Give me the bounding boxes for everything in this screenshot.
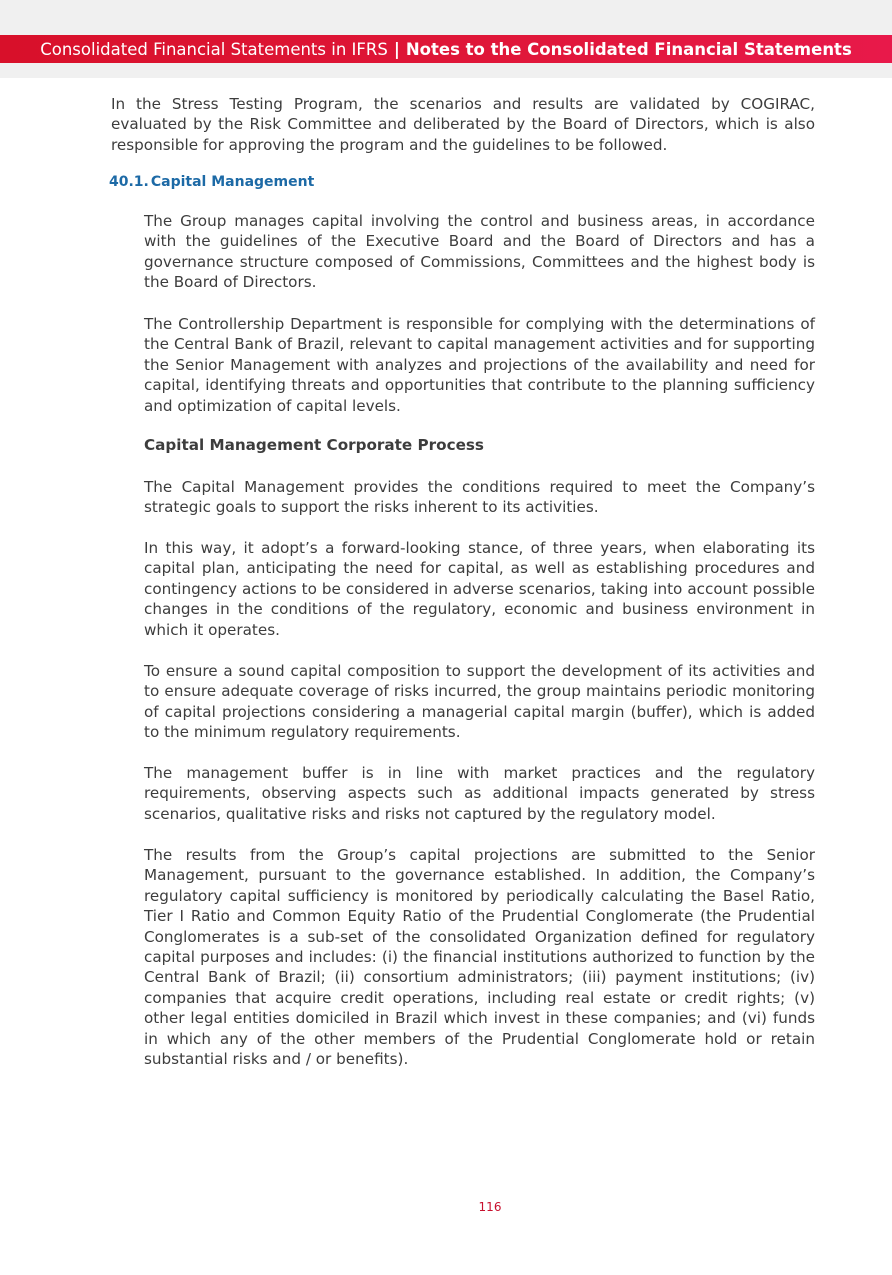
section-title: Capital Management [150, 174, 315, 190]
body-paragraph: The results from the Group’s capital projections are submitted to the Senior Management, pursuant to the governance established. In addition, the Company’s regulatory capital sufficiency is monitored by periodically calculating the Basel Ratio, Tier I Ratio and Common Equity Ratio of the Prudential Conglomerate (the Prudential Conglomerates is a sub-set of the consolidated Organization defined for regulatory capital purposes and includes: (i) the financial institutions authorized to function by the Central Bank of Brazil; (ii) consortium administrators; (iii) payment institutions; (iv) companies that acquire credit operations, including real estate or credit rights; (v) other legal entities domiciled in Brazil which invest in these companies; and (vi) funds in which any of the other members of the Prudential Conglomerate hold or retain substantial risks and / or benefits). [144, 846, 815, 1069]
body-paragraph: The Group manages capital involving the control and business areas, in accordance with the guidelines of the Executive Board and the Board of Directors and has a governance structure composed of Commissions, Committees and the highest body is the Board of Directors. [144, 212, 815, 292]
header-document-title: Consolidated Financial Statements in IFRS [40, 39, 388, 59]
header-section-title: Notes to the Consolidated Financial Statements [405, 39, 852, 59]
section-heading [109, 174, 314, 190]
section-number: 40.1. [109, 174, 149, 190]
subheading: Capital Management Corporate Process [144, 436, 484, 454]
body-paragraph: The Capital Management provides the conditions required to meet the Company’s strategic goals to support the risks inherent to its activities. [144, 478, 815, 517]
intro-paragraph: In the Stress Testing Program, the scenarios and results are validated by COGIRAC, evaluated by the Risk Committee and deliberated by the Board of Directors, which is also responsible for approving the program and the guidelines to be followed. [111, 95, 815, 154]
body-paragraph: To ensure a sound capital composition to support the development of its activities and to ensure adequate coverage of risks incurred, the group maintains periodic monitoring of capital projections considering a managerial capital margin (buffer), which is added to the minimum regulatory requirements. [144, 662, 815, 742]
body-paragraph: The management buffer is in line with market practices and the regulatory requirements, observing aspects such as additional impacts generated by stress scenarios, qualitative risks and risks not captured by the regulatory model. [144, 764, 815, 823]
body-paragraph: In this way, it adopt’s a forward-looking stance, of three years, when elaborating its capital plan, anticipating the need for capital, as well as establishing procedures and contingency actions to be considered in adverse scenarios, taking into account possible changes in the conditions of the regulatory, economic and business environment in which it operates. [144, 539, 815, 639]
page-header [0, 35, 892, 63]
body-paragraph: The Controllership Department is responsible for complying with the determinations of the Central Bank of Brazil, relevant to capital management activities and for supporting the Senior Management with analyzes and projections of the availability and need for capital, identifying threats and opportunities that contribute to the planning sufficiency and optimization of capital levels. [144, 315, 815, 415]
header-separator: | [393, 39, 400, 59]
page-number: 116 [478, 1200, 502, 1214]
